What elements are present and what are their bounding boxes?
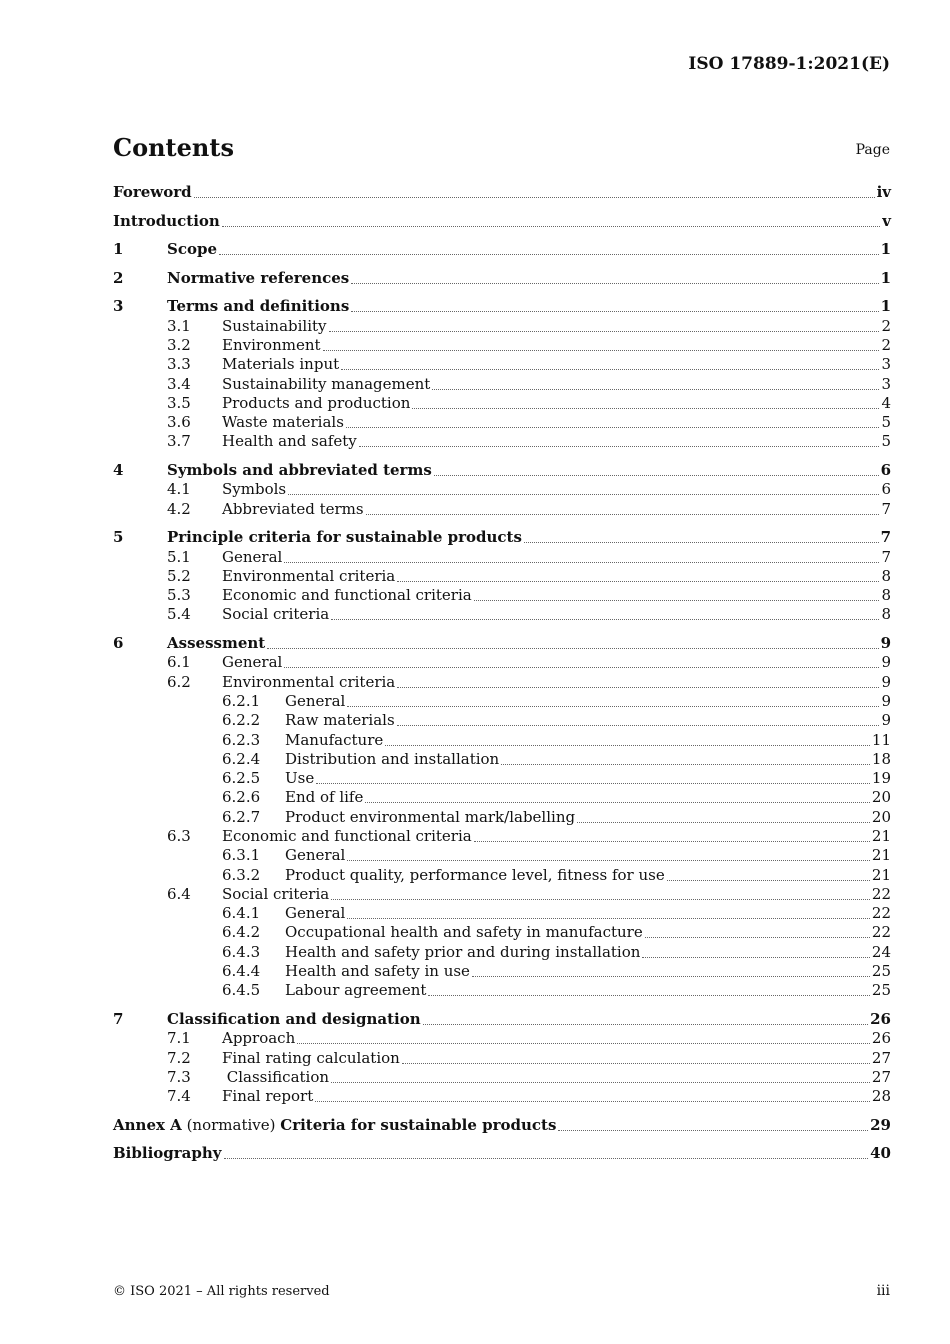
- toc-entry-page: 1: [880, 268, 891, 287]
- toc-entry-title: Abbreviated terms: [222, 499, 364, 518]
- toc-entry[interactable]: [113, 269, 891, 288]
- toc-entry-page: 1: [880, 297, 891, 316]
- toc-leader-dots: [402, 1049, 870, 1064]
- toc-entry[interactable]: [113, 634, 891, 653]
- toc-leader-dots: [474, 827, 870, 842]
- toc-entry-title: Health and safety: [222, 432, 357, 451]
- toc-entry[interactable]: [113, 1010, 891, 1029]
- toc-leader-dots: [194, 183, 875, 198]
- toc-entry-page: 28: [871, 1087, 891, 1106]
- toc-entry-number: 3.6: [167, 413, 191, 432]
- toc-entry-title: Symbols and abbreviated terms: [167, 461, 432, 480]
- toc-entry-number: 6.2.1: [222, 691, 261, 710]
- toc-entry-number: 6.4.5: [222, 981, 261, 1000]
- toc-entry[interactable]: [113, 1049, 891, 1068]
- toc-entry-page: 3: [881, 355, 891, 374]
- toc-entry-title: Introduction: [113, 211, 220, 230]
- toc-leader-dots: [323, 336, 880, 351]
- toc-entry-number: 6.2.5: [222, 769, 261, 788]
- toc-entry-number: 5.2: [167, 566, 191, 585]
- toc-entry-title: General: [222, 547, 283, 566]
- toc-entry-title: Materials input: [222, 355, 340, 374]
- toc-entry-number: 6.2.4: [222, 749, 261, 768]
- toc-entry[interactable]: [113, 788, 891, 807]
- toc-entry[interactable]: [113, 1144, 891, 1163]
- toc-entry-title: Terms and definitions: [167, 297, 350, 316]
- toc-entry-page: 19: [871, 769, 891, 788]
- toc-leader-dots: [412, 394, 879, 409]
- toc-entry-page: 5: [881, 413, 891, 432]
- toc-leader-dots: [577, 808, 870, 823]
- toc-entry[interactable]: [113, 355, 891, 374]
- toc-leader-dots: [423, 1010, 869, 1025]
- toc-entry[interactable]: [113, 336, 891, 355]
- contents-heading: Contents: [113, 133, 234, 162]
- toc-entry-title: Manufacture: [285, 730, 384, 749]
- toc-entry-page: 8: [881, 586, 891, 605]
- document-id-header: ISO 17889-1:2021(E): [688, 54, 890, 74]
- toc-entry-title: Scope: [167, 240, 218, 259]
- toc-entry-title: General: [285, 846, 346, 865]
- toc-entry-page: 18: [871, 749, 891, 768]
- toc-entry-number: 4: [113, 461, 124, 480]
- toc-entry[interactable]: [113, 432, 891, 451]
- toc-entry-title: Assessment: [167, 634, 266, 653]
- toc-entry[interactable]: [113, 212, 891, 231]
- toc-entry-number: 3.7: [167, 432, 191, 451]
- toc-entry-page: 25: [871, 962, 891, 981]
- toc-entry[interactable]: [113, 317, 891, 336]
- toc-entry-page: iv: [876, 183, 891, 201]
- toc-leader-dots: [434, 461, 879, 476]
- table-of-contents: [113, 183, 891, 1164]
- toc-entry-number: 5.1: [167, 547, 191, 566]
- toc-entry-number: 7.4: [167, 1087, 191, 1106]
- toc-entry-number: 7.3: [167, 1067, 191, 1086]
- toc-entry-page: 22: [871, 923, 891, 942]
- toc-entry[interactable]: [113, 962, 891, 981]
- toc-entry-page: 25: [871, 981, 891, 1000]
- copyright-footer: © ISO 2021 – All rights reserved: [113, 1284, 330, 1299]
- toc-entry-title: End of life: [285, 788, 364, 807]
- toc-leader-dots: [642, 943, 869, 958]
- toc-entry-number: 3.4: [167, 374, 191, 393]
- toc-leader-dots: [645, 923, 870, 938]
- toc-entry-number: 2: [113, 268, 124, 287]
- toc-entry-number: 7.1: [167, 1029, 191, 1048]
- toc-entry-page: v: [882, 211, 891, 230]
- toc-leader-dots: [472, 962, 870, 977]
- toc-entry-title: Raw materials: [285, 711, 395, 730]
- toc-entry[interactable]: [113, 808, 891, 827]
- toc-entry-title: General: [285, 691, 346, 710]
- toc-entry-title-rest: Criteria for sustainable products: [280, 1115, 557, 1134]
- toc-entry-number: 3.3: [167, 355, 191, 374]
- toc-entry[interactable]: [113, 866, 891, 885]
- toc-entry[interactable]: [113, 605, 891, 624]
- toc-leader-dots: [331, 1068, 870, 1083]
- toc-entry-page: 8: [881, 605, 891, 624]
- toc-entry-page: 27: [871, 1048, 891, 1067]
- toc-entry-page: 7: [881, 547, 891, 566]
- toc-entry-title: Distribution and installation: [285, 749, 500, 768]
- toc-entry-number: 5.4: [167, 605, 191, 624]
- toc-entry[interactable]: [113, 827, 891, 846]
- toc-entry-title: Product quality, performance level, fitness for use: [285, 865, 665, 884]
- toc-leader-dots: [397, 711, 880, 726]
- toc-entry-page: 9: [881, 672, 891, 691]
- toc-entry[interactable]: [113, 297, 891, 316]
- toc-entry-page: 21: [871, 865, 891, 884]
- toc-entry-page: 11: [871, 730, 891, 749]
- toc-leader-dots: [347, 692, 879, 707]
- toc-entry-page: 24: [871, 942, 891, 961]
- toc-entry[interactable]: [113, 586, 891, 605]
- toc-entry-number: 6.2.7: [222, 807, 261, 826]
- toc-leader-dots: [288, 480, 879, 495]
- toc-entry[interactable]: [113, 943, 891, 962]
- toc-entry-page: 7: [880, 528, 891, 547]
- toc-entry-page: 22: [871, 904, 891, 923]
- toc-leader-dots: [365, 788, 870, 803]
- toc-entry[interactable]: [113, 653, 891, 672]
- toc-entry-page: 4: [881, 393, 891, 412]
- toc-entry-page: 22: [871, 884, 891, 903]
- toc-entry-number: 6.2.6: [222, 788, 261, 807]
- toc-entry-number: 6.3: [167, 826, 191, 845]
- toc-entry-title: Products and production: [222, 393, 411, 412]
- toc-leader-dots: [347, 904, 870, 919]
- toc-entry-page: 27: [871, 1067, 891, 1086]
- toc-entry-title: Final rating calculation: [222, 1048, 400, 1067]
- toc-entry-title: Foreword: [113, 183, 192, 201]
- toc-entry-page: 26: [870, 1009, 891, 1028]
- toc-entry-number: 3.2: [167, 335, 191, 354]
- toc-entry[interactable]: [113, 904, 891, 923]
- toc-entry-page: 40: [870, 1144, 891, 1163]
- toc-entry[interactable]: [113, 711, 891, 730]
- toc-entry-page: 9: [880, 634, 891, 653]
- toc-entry[interactable]: [113, 375, 891, 394]
- toc-leader-dots: [366, 500, 880, 515]
- toc-entry-title: Health and safety in use: [285, 962, 470, 981]
- toc-entry-number: 6.4: [167, 884, 191, 903]
- toc-leader-dots: [667, 866, 870, 881]
- toc-entry-page: 2: [881, 335, 891, 354]
- toc-entry-title: Product environmental mark/labelling: [285, 807, 576, 826]
- toc-entry-number: 6: [113, 634, 124, 653]
- toc-entry-number: 4.2: [167, 499, 191, 518]
- toc-entry-number: 6.4.2: [222, 923, 261, 942]
- toc-entry-title: Use: [285, 769, 315, 788]
- toc-entry[interactable]: [113, 750, 891, 769]
- toc-entry-number: 3.1: [167, 316, 191, 335]
- toc-leader-dots: [524, 528, 879, 543]
- toc-leader-dots: [331, 605, 879, 620]
- toc-leader-dots: [316, 769, 870, 784]
- toc-entry[interactable]: [113, 500, 891, 519]
- toc-entry-number: 5.3: [167, 586, 191, 605]
- toc-entry-title: Environmental criteria: [222, 566, 396, 585]
- toc-entry-title: Health and safety prior and during installation: [285, 942, 641, 961]
- toc-entry-number: 6.3.2: [222, 865, 261, 884]
- toc-leader-dots: [347, 846, 870, 861]
- toc-entry-title: Approach: [222, 1029, 296, 1048]
- toc-leader-dots: [346, 413, 880, 428]
- toc-entry-title: Environment: [222, 335, 321, 354]
- toc-leader-dots: [329, 317, 880, 332]
- toc-entry-page: 2: [881, 316, 891, 335]
- toc-entry-page: 3: [881, 374, 891, 393]
- toc-entry-title: Sustainability management: [222, 374, 431, 393]
- toc-entry-title: [113, 1116, 556, 1135]
- toc-entry[interactable]: [113, 413, 891, 432]
- toc-entry-title: Occupational health and safety in manufacture: [285, 923, 643, 942]
- toc-entry[interactable]: [113, 1029, 891, 1048]
- toc-entry[interactable]: [113, 769, 891, 788]
- toc-entry[interactable]: [113, 673, 891, 692]
- toc-leader-dots: [428, 981, 870, 996]
- toc-entry-title: Economic and functional criteria: [222, 826, 472, 845]
- toc-entry-page: 20: [871, 807, 891, 826]
- toc-entry-number: 7: [113, 1009, 124, 1028]
- toc-leader-dots: [341, 355, 879, 370]
- toc-entry-number: 6.4.1: [222, 904, 261, 923]
- toc-entry[interactable]: [113, 528, 891, 547]
- toc-entry-title: Waste materials: [222, 413, 344, 432]
- toc-leader-dots: [558, 1116, 868, 1131]
- toc-entry-title: Final report: [222, 1087, 314, 1106]
- toc-entry-page: 9: [881, 691, 891, 710]
- toc-entry-number: 6.3.1: [222, 846, 261, 865]
- toc-entry-title: General: [285, 904, 346, 923]
- toc-entry[interactable]: [113, 731, 891, 750]
- toc-entry-page: 21: [871, 846, 891, 865]
- toc-leader-dots: [297, 1029, 870, 1044]
- toc-entry-number: 6.4.4: [222, 962, 261, 981]
- toc-entry-title: Classification and designation: [167, 1009, 421, 1028]
- toc-entry-page: 7: [881, 499, 891, 518]
- toc-leader-dots: [224, 1144, 869, 1159]
- toc-entry-page: 9: [881, 653, 891, 672]
- toc-leader-dots: [432, 375, 879, 390]
- toc-entry-page: 5: [881, 432, 891, 451]
- page-number: iii: [876, 1283, 890, 1299]
- toc-entry-number: 4.1: [167, 480, 191, 499]
- toc-leader-dots: [397, 567, 879, 582]
- toc-entry[interactable]: [113, 461, 891, 480]
- toc-leader-dots: [222, 212, 880, 227]
- toc-entry[interactable]: [113, 480, 891, 499]
- toc-entry-number: 3.5: [167, 393, 191, 412]
- toc-entry-title: Social criteria: [222, 605, 330, 624]
- toc-entry-number: 6.2.3: [222, 730, 261, 749]
- toc-entry-number: 7.2: [167, 1048, 191, 1067]
- toc-entry-title: Bibliography: [113, 1144, 222, 1163]
- toc-leader-dots: [219, 240, 879, 255]
- toc-entry-number: 6.1: [167, 653, 191, 672]
- toc-entry[interactable]: [113, 394, 891, 413]
- toc-entry-page: 21: [871, 826, 891, 845]
- toc-entry-number: 6.2.2: [222, 711, 261, 730]
- toc-leader-dots: [351, 269, 878, 284]
- toc-entry-title-label: Annex A: [113, 1115, 182, 1134]
- toc-leader-dots: [501, 750, 870, 765]
- page-column-label: Page: [855, 142, 890, 158]
- toc-entry[interactable]: [113, 1068, 891, 1087]
- toc-leader-dots: [351, 297, 878, 312]
- toc-entry-title: Labour agreement: [285, 981, 427, 1000]
- toc-entry[interactable]: [113, 846, 891, 865]
- toc-entry[interactable]: [113, 183, 891, 202]
- toc-entry-title: Social criteria: [222, 884, 330, 903]
- toc-entry-page: 6: [880, 461, 891, 480]
- toc-leader-dots: [284, 653, 879, 668]
- toc-entry-page: 29: [870, 1115, 891, 1134]
- toc-entry-number: 3: [113, 297, 124, 316]
- toc-entry-page: 1: [880, 240, 891, 259]
- toc-leader-dots: [315, 1087, 870, 1102]
- toc-entry-number: 5: [113, 528, 124, 547]
- toc-entry[interactable]: [113, 240, 891, 259]
- toc-entry[interactable]: [113, 1116, 891, 1135]
- toc-leader-dots: [385, 731, 870, 746]
- toc-entry-number: 1: [113, 240, 124, 259]
- toc-leader-dots: [331, 885, 870, 900]
- toc-leader-dots: [267, 634, 878, 649]
- toc-leader-dots: [474, 586, 880, 601]
- toc-entry-page: 20: [871, 788, 891, 807]
- toc-entry-title: Symbols: [222, 480, 287, 499]
- toc-entry-title: Normative references: [167, 268, 350, 287]
- toc-entry[interactable]: [113, 548, 891, 567]
- toc-leader-dots: [397, 673, 879, 688]
- toc-entry-title-qualifier: (normative): [181, 1115, 281, 1134]
- toc-entry-number: 6.2: [167, 672, 191, 691]
- toc-entry[interactable]: [113, 692, 891, 711]
- toc-entry[interactable]: [113, 885, 891, 904]
- toc-entry[interactable]: [113, 981, 891, 1000]
- toc-entry-page: 9: [881, 711, 891, 730]
- toc-entry-title: Principle criteria for sustainable products: [167, 528, 522, 547]
- toc-entry[interactable]: [113, 567, 891, 586]
- toc-entry-page: 8: [881, 566, 891, 585]
- toc-entry-title: Economic and functional criteria: [222, 586, 472, 605]
- toc-entry-page: 26: [871, 1029, 891, 1048]
- toc-entry-title: Classification: [222, 1067, 330, 1086]
- toc-leader-dots: [284, 548, 879, 563]
- toc-entry[interactable]: [113, 1087, 891, 1106]
- toc-leader-dots: [359, 432, 880, 447]
- toc-entry-title: Sustainability: [222, 316, 327, 335]
- toc-entry-title: General: [222, 653, 283, 672]
- toc-entry-page: 6: [881, 480, 891, 499]
- toc-entry-title: Environmental criteria: [222, 672, 396, 691]
- toc-entry-number: 6.4.3: [222, 942, 261, 961]
- toc-entry[interactable]: [113, 923, 891, 942]
